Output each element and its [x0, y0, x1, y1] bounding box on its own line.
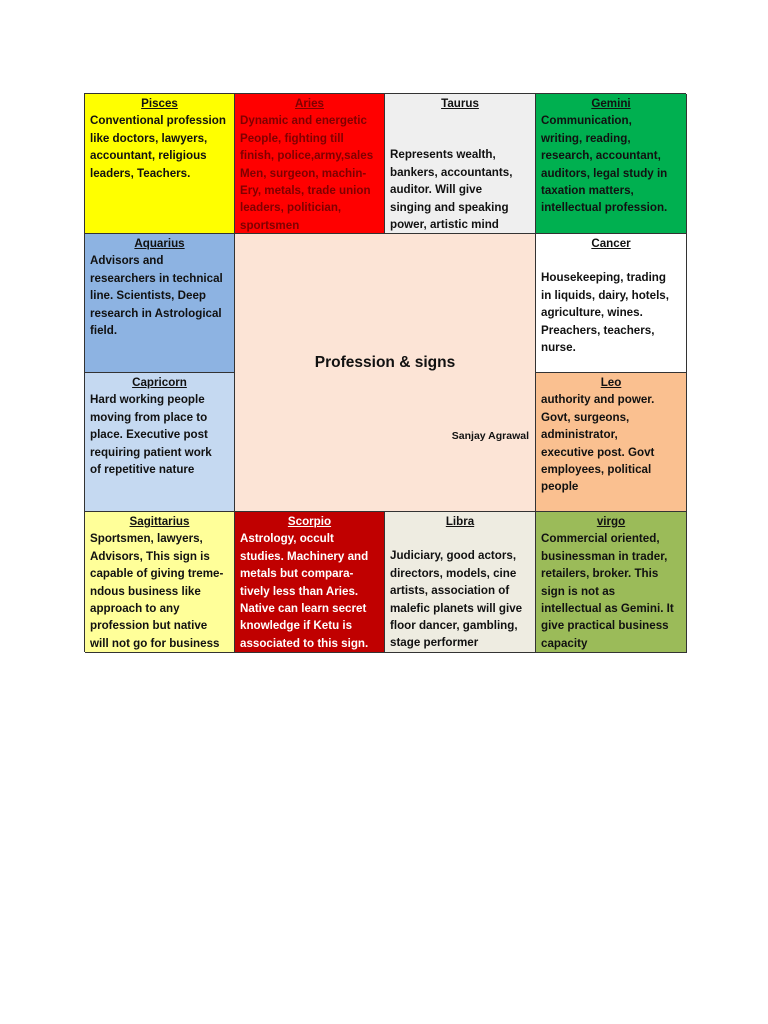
sign-desc-line: writing, reading,	[541, 131, 631, 145]
cell-capricorn	[85, 373, 235, 512]
sign-desc-line: in liquids, dairy, hotels,	[541, 288, 669, 302]
sign-desc-line: power, artistic mind	[390, 218, 499, 232]
sign-desc-line: singing and speaking	[390, 200, 509, 214]
sign-desc-line: administrator,	[541, 428, 618, 442]
profession-signs-table	[84, 93, 686, 652]
center-title-panel	[235, 234, 536, 512]
sign-desc-line: Judiciary, good actors,	[390, 549, 517, 563]
sign-name-capricorn: Capricorn	[132, 376, 187, 389]
sign-desc-line: Represents wealth,	[390, 148, 496, 162]
cell-gemini	[536, 94, 687, 234]
sign-desc-virgo	[541, 530, 681, 652]
author-name: Sanjay Agrawal	[451, 430, 529, 442]
sign-name-cancer: Cancer	[591, 237, 631, 250]
sign-desc-line: capable of giving treme-	[90, 567, 224, 581]
sign-desc-line: intellectual as Gemini. It	[541, 602, 674, 616]
sign-desc-line: agriculture, wines.	[541, 306, 643, 320]
sign-desc-line: studies. Machinery and	[240, 549, 369, 563]
sign-desc-line: artists, association of	[390, 584, 510, 598]
sign-desc-line: Advisors and	[90, 254, 164, 268]
cell-leo	[536, 373, 687, 512]
cell-libra	[385, 512, 536, 653]
cell-pisces	[85, 94, 235, 234]
sign-desc-line: research, accountant,	[541, 149, 661, 163]
sign-desc-line: finish, police,army,sales	[240, 149, 374, 163]
sign-desc-line: stage performer	[390, 636, 479, 650]
sign-desc-line: sportsmen	[240, 218, 300, 232]
sign-desc-line: tively less than Aries.	[240, 584, 359, 598]
sign-desc-line: ndous business like	[90, 584, 201, 598]
sign-desc-line: directors, models, cine	[390, 566, 517, 580]
sign-desc-line: accountant, religious	[90, 149, 207, 163]
sign-desc-line: field.	[90, 324, 118, 338]
sign-desc-gemini	[541, 112, 681, 216]
sign-desc-sagittarius	[90, 530, 229, 652]
sign-desc-line: will not go for business	[90, 636, 220, 650]
sign-desc-line: metals but compara-	[240, 567, 354, 581]
sign-desc-line: moving from place to	[90, 410, 208, 424]
sign-desc-line: sign is not as	[541, 584, 616, 598]
cell-sagittarius	[85, 512, 235, 653]
sign-desc-line: Preachers, teachers,	[541, 323, 655, 337]
sign-desc-line: nurse.	[541, 341, 576, 355]
sign-desc-line: Sportsmen, lawyers,	[90, 532, 203, 546]
cell-scorpio	[235, 512, 385, 653]
sign-desc-line: employees, political	[541, 463, 652, 477]
sign-desc-line: businessman in trader,	[541, 549, 668, 563]
sign-desc-line: Govt, surgeons,	[541, 410, 630, 424]
sign-desc-pisces	[90, 112, 229, 182]
sign-desc-line: like doctors, lawyers,	[90, 131, 208, 145]
sign-name-aries: Aries	[294, 97, 324, 110]
sign-desc-line: Hard working people	[90, 393, 205, 407]
sign-desc-line: malefic planets will give	[390, 601, 523, 615]
sign-desc-line: Communication,	[541, 114, 632, 128]
sign-desc-line: people	[541, 480, 579, 494]
sign-desc-scorpio	[240, 530, 379, 652]
sign-desc-line: floor dancer, gambling,	[390, 619, 518, 633]
sign-name-virgo: virgo	[596, 515, 626, 528]
sign-desc-line: place. Executive post	[90, 428, 208, 442]
sign-name-scorpio: Scorpio	[287, 515, 332, 528]
sign-desc-line: People, fighting till	[240, 131, 344, 145]
sign-desc-line: auditors, legal study in	[541, 166, 668, 180]
sign-desc-line: Dynamic and energetic	[240, 114, 367, 128]
sign-desc-line: Housekeeping, trading	[541, 271, 666, 285]
sign-desc-aquarius	[90, 252, 229, 339]
sign-desc-line: profession but native	[90, 619, 208, 633]
sign-desc-line: approach to any	[90, 602, 180, 616]
cell-virgo	[536, 512, 687, 653]
sign-desc-line: executive post. Govt	[541, 445, 655, 459]
sign-desc-aries	[240, 112, 379, 234]
sign-desc-line: associated to this sign.	[240, 636, 369, 650]
sign-desc-line: Astrology, occult	[240, 532, 334, 546]
sign-desc-line: knowledge if Ketu is	[240, 619, 353, 633]
cell-taurus	[385, 94, 536, 234]
sign-desc-taurus	[390, 112, 530, 233]
sign-desc-line: leaders, politician,	[240, 201, 342, 215]
sign-desc-line: retailers, broker. This	[541, 567, 659, 581]
sign-desc-line: intellectual profession.	[541, 201, 668, 215]
sign-name-libra: Libra	[445, 515, 475, 528]
sign-desc-line: give practical business	[541, 619, 669, 633]
sign-desc-line: requiring patient work	[90, 445, 212, 459]
sign-name-aquarius: Aquarius	[134, 237, 185, 250]
sign-desc-line: Commercial oriented,	[541, 532, 660, 546]
sign-desc-line: of repetitive nature	[90, 463, 195, 477]
sign-desc-line: Ery, metals, trade union	[240, 184, 371, 198]
sign-desc-line: Conventional profession	[90, 114, 226, 128]
cell-cancer	[536, 234, 687, 373]
sign-desc-line: capacity	[541, 636, 588, 650]
sign-desc-line: Native can learn secret	[240, 602, 367, 616]
sign-desc-line: taxation matters,	[541, 184, 634, 198]
sign-desc-libra	[390, 530, 530, 651]
sign-desc-line: line. Scientists, Deep	[90, 289, 206, 303]
sign-name-pisces: Pisces	[141, 97, 178, 110]
sign-desc-line: Advisors, This sign is	[90, 549, 210, 563]
sign-name-taurus: Taurus	[441, 97, 479, 110]
sign-desc-capricorn	[90, 391, 229, 478]
cell-aries	[235, 94, 385, 234]
sign-name-leo: Leo	[600, 376, 622, 389]
sign-desc-line: bankers, accountants,	[390, 165, 513, 179]
sign-desc-line: leaders, Teachers.	[90, 166, 191, 180]
sign-desc-line: authority and power.	[541, 393, 655, 407]
sign-name-sagittarius: Sagittarius	[129, 515, 190, 528]
sign-desc-line: Men, surgeon, machin-	[240, 166, 367, 180]
sign-desc-line: research in Astrological	[90, 306, 222, 320]
page-title: Profession & signs	[314, 354, 456, 371]
sign-desc-cancer	[541, 252, 681, 356]
cell-aquarius	[85, 234, 235, 373]
sign-desc-line: researchers in technical	[90, 271, 223, 285]
sign-desc-line: auditor. Will give	[390, 183, 483, 197]
sign-name-gemini: Gemini	[591, 97, 631, 110]
sign-desc-leo	[541, 391, 681, 495]
